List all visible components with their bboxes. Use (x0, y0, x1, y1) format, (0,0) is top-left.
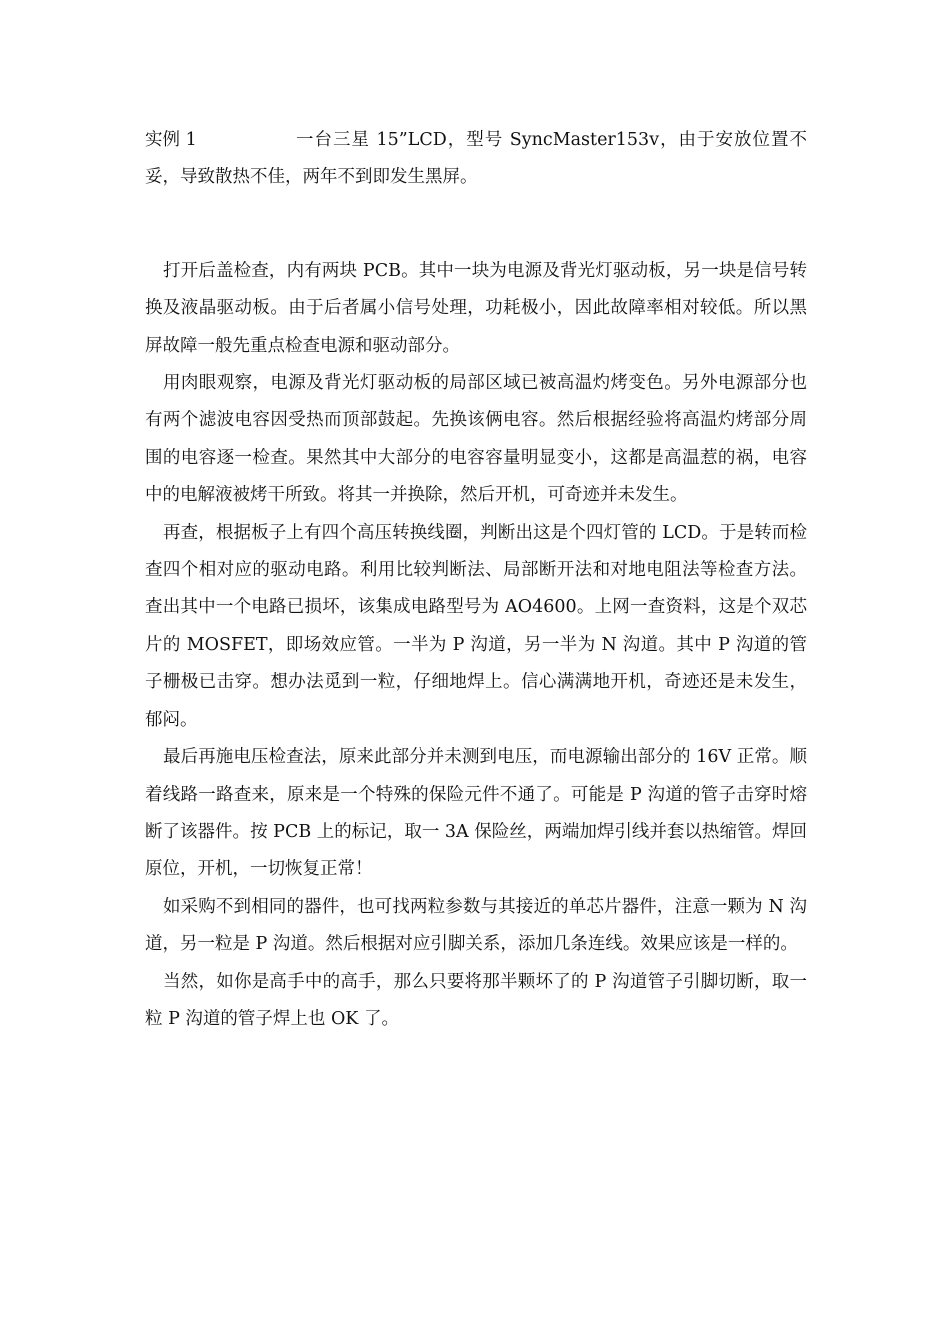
document-body (145, 122, 807, 1038)
case-label: 实例 1 (145, 130, 197, 150)
paragraph-expert-tip: 当然，如你是高手中的高手，那么只要将那半颗坏了的 P 沟道管子引脚切断，取一粒 P 沟道的管子焊上也 OK 了。 (145, 971, 807, 1029)
paragraph-inspection: 打开后盖检查，内有两块 PCB。其中一块为电源及背光灯驱动板，另一块是信号转换及液晶驱动板。由于后者属小信号处理，功耗极小，因此故障率相对较低。所以黑屏故障一般先重点检查电源和驱动部分。 (145, 260, 807, 356)
case-intro-text: 一台三星 15”LCD，型号 SyncMaster153v，由于安放位置不妥，导致散热不佳，两年不到即发生黑屏。 (145, 130, 807, 188)
case-intro-paragraph (145, 122, 807, 197)
paragraph-alternative: 如采购不到相同的器件，也可找两粒参数与其接近的单芯片器件，注意一颗为 N 沟道，另一粒是 P 沟道。然后根据对应引脚关系，添加几条连线。效果应该是一样的。 (145, 896, 807, 955)
paragraph-mosfet: 再查，根据板子上有四个高压转换线圈，判断出这是个四灯管的 LCD。于是转而检查四个相对应的驱动电路。利用比较判断法、局部断开法和对地电阻法等检查方法。查出其中一个电路已损坏，该集成电路型号为 AO4600。上网一查资料，这是个双芯片的 MOSFET，即场效应管。一半为 P 沟道，另一半为 N 沟道。其中 P 沟道的管子栅极已击穿。想办法觅到一粒，仔细地焊上。信心满满地开机，奇迹还是未发生，郁闷。 (145, 522, 807, 730)
paragraph-capacitors: 用肉眼观察，电源及背光灯驱动板的局部区域已被高温灼烤变色。另外电源部分也有两个滤波电容因受热而顶部鼓起。先换该俩电容。然后根据经验将高温灼烤部分周围的电容逐一检查。果然其中大部分的电容容量明显变小，这都是高温惹的祸，电容中的电解液被烤干所致。将其一并换除，然后开机，可奇迹并未发生。 (145, 373, 807, 506)
paragraph-fuse: 最后再施电压检查法，原来此部分并未测到电压，而电源输出部分的 16V 正常。顺着线路一路查来，原来是一个特殊的保险元件不通了。可能是 P 沟道的管子击穿时熔断了该器件。按 PCB 上的标记，取一 3A 保险丝，两端加焊引线并套以热缩管。焊回原位，开机，一切恢复正常！ (145, 747, 807, 880)
paragraph-gap (145, 197, 807, 253)
